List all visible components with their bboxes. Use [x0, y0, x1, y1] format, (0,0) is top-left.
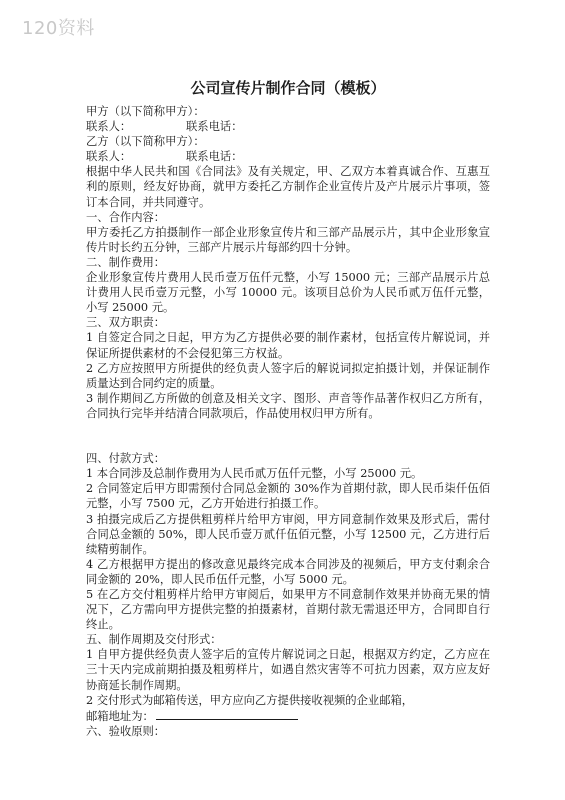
spacer	[86, 421, 490, 436]
section-4-heading: 四、付款方式：	[86, 452, 166, 466]
section-4-item: 5 在乙方交付粗剪样片给甲方审阅后，如果甲方不同意制作效果并协商无果的情况下，乙方需向甲方提供完整的拍摄素材，首期付款无需退还甲方，合同即自行终止。	[86, 588, 490, 632]
party-b-line	[86, 134, 490, 149]
party-b-phone-label: 联系电话：	[186, 150, 243, 164]
section-1-text: 甲方委托乙方拍摄制作一部企业形象宣传片和三部产品展示片，其中企业形象宣传片时长约五分钟，三部产片展示片每部约四十分钟。	[86, 225, 490, 254]
watermark: 120资料	[22, 18, 95, 39]
section-6-heading: 六、验收原则：	[86, 724, 166, 738]
section-3-item: 2 乙方应按照甲方所提供的经负责人签字后的解说词拟定拍摄计划，并保证制作质量达到合同约定的质量。	[86, 361, 490, 390]
contract-document	[86, 78, 490, 739]
email-line	[86, 708, 490, 724]
section-2-text: 企业形象宣传片费用人民币壹万伍仟元整，小写 15000 元；三部产品展示片总计费用人民币壹万元整，小写 10000 元。该项目总价为人民币贰万伍仟元整，小写 25000 元。	[86, 271, 490, 315]
party-a-contact-line	[86, 119, 490, 134]
section-1-heading: 一、合作内容：	[86, 210, 166, 224]
intro-paragraph: 根据中华人民共和国《合同法》及有关规定，甲、乙双方本着真诚合作、互惠互利的原则，经友好协商，就甲方委托乙方制作企业宣传片及产片展示片事项，签订本合同，并共同遵守。	[86, 165, 490, 209]
party-b-label: 乙方（以下简称甲方）：	[86, 135, 205, 149]
party-a-contact-label: 联系人：	[86, 120, 132, 134]
section-5-heading: 五、制作周期及交付形式：	[86, 633, 222, 647]
section-5-item: 1 自甲方提供经负责人签字后的宣传片解说词之日起，根据双方约定，乙方应在三十天内完成前期拍摄及粗剪样片，如遇自然灾害等不可抗力因素，双方应友好协商延长制作周期。	[86, 648, 490, 692]
section-3-item: 3 制作期间乙方所做的创意及相关文字、图形、声音等作品著作权归乙方所有，合同执行完毕并结清合同款项后，作品使用权归甲方所有。	[86, 391, 490, 420]
email-label: 邮箱地址为：	[86, 709, 154, 723]
section-2-heading: 二、制作费用：	[86, 255, 166, 269]
party-a-phone-label: 联系电话：	[186, 120, 243, 134]
section-4-item: 2 合同签定后甲方即需预付合同总金额的 30%作为首期付款，即人民币柒仟伍佰元整，小写 7500 元，乙方开始进行拍摄工作。	[86, 482, 490, 511]
email-blank-field	[156, 708, 298, 720]
party-b-contact-label: 联系人：	[86, 150, 132, 164]
party-a-line	[86, 104, 490, 119]
spacer	[86, 436, 490, 451]
party-b-contact-line	[86, 149, 490, 164]
section-4-item: 3 拍摄完成后乙方提供粗剪样片给甲方审阅，甲方同意制作效果及形式后，需付合同总金额的 50%，即人民币壹万贰仟伍佰元整，小写 12500 元，乙方进行后续精剪制作。	[86, 512, 490, 556]
section-3-item: 1 自签定合同之日起，甲方为乙方提供必要的制作素材，包括宣传片解说词，并保证所提供素材的不会侵犯第三方权益。	[86, 331, 490, 360]
party-a-label: 甲方（以下简称甲方）：	[86, 105, 205, 118]
section-4-item: 1 本合同涉及总制作费用为人民币贰万伍仟元整，小写 25000 元。	[86, 467, 423, 481]
section-3-heading: 三、双方职责：	[86, 316, 166, 330]
section-4-item: 4 乙方根据甲方提出的修改意见最终完成本合同涉及的视频后，甲方支付剩余合同金额的 20%，即人民币伍仟元整，小写 5000 元。	[86, 557, 490, 586]
section-5-item: 2 交付形式为邮箱传送，甲方应向乙方提供接收视频的企业邮箱，	[86, 693, 414, 707]
document-title: 公司宣传片制作合同（模板）	[190, 79, 386, 97]
